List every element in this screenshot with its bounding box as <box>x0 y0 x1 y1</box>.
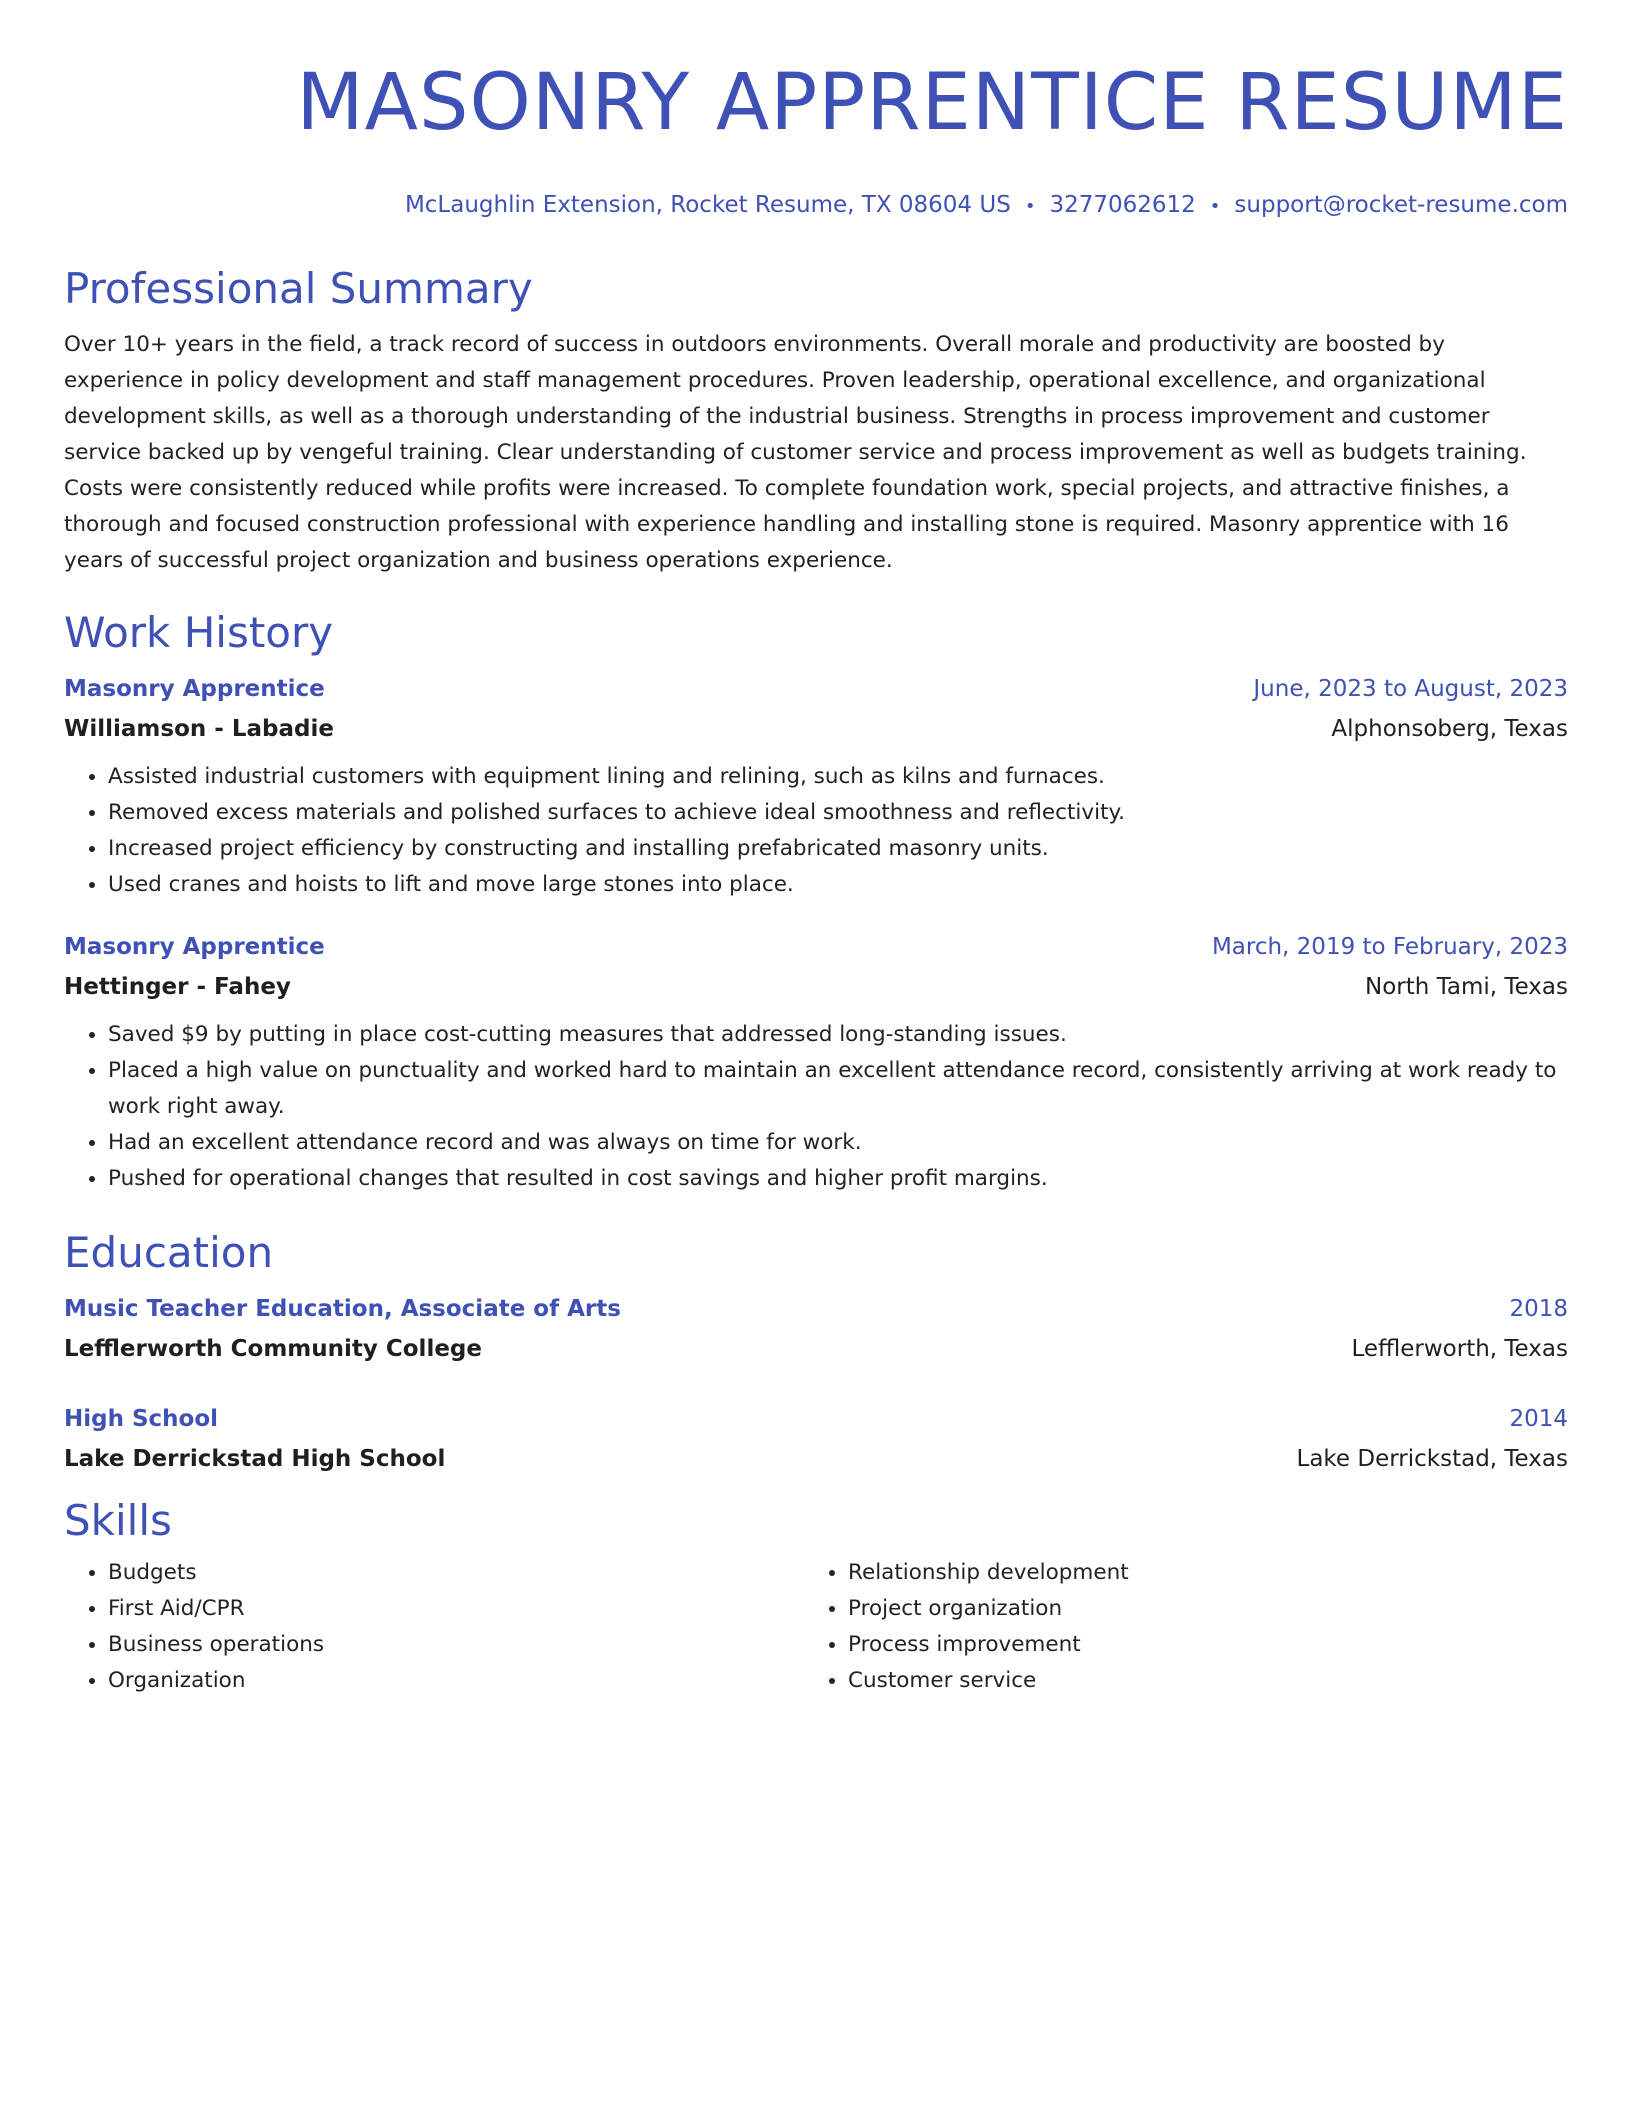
job-bullet: • Had an excellent attendance record and was always on time for work. <box>108 1125 1568 1161</box>
work-history-heading: Work History <box>64 608 334 657</box>
job-bullet: • Saved $9 by putting in place cost-cutting measures that addressed long-standing issues. <box>108 1017 1568 1053</box>
job-title-row <box>64 927 1568 967</box>
education-degree: Music Teacher Education, Associate of Arts <box>64 1296 621 1322</box>
contact-phone: 3277062612 <box>1049 192 1196 218</box>
job-entry <box>64 927 1568 1197</box>
contact-line <box>64 190 1568 222</box>
job-entry <box>64 669 1568 903</box>
resume-title: MASONRY APPRENTICE RESUME <box>296 58 1568 148</box>
job-bullet: • Increased project efficiency by constructing and installing prefabricated masonry units. <box>108 831 1568 867</box>
education-entry <box>64 1289 1568 1369</box>
education-location: Lefflerworth, Texas <box>1351 1336 1568 1362</box>
education-location: Lake Derrickstad, Texas <box>1296 1446 1568 1472</box>
skill-item: • Budgets <box>108 1555 804 1591</box>
job-bullet: • Used cranes and hoists to lift and move large stones into place. <box>108 867 1568 903</box>
job-location: North Tami, Texas <box>1365 974 1568 1000</box>
skill-item: • Project organization <box>848 1591 1544 1627</box>
job-company-row <box>64 709 1568 749</box>
skills-grid <box>64 1555 1568 1699</box>
job-bullet: • Assisted industrial customers with equipment lining and relining, such as kilns and furnaces. <box>108 759 1568 795</box>
education-year: 2014 <box>1509 1406 1568 1432</box>
job-title: Masonry Apprentice <box>64 676 325 702</box>
skill-item: • Relationship development <box>848 1555 1544 1591</box>
job-company-row <box>64 967 1568 1007</box>
summary-text: Over 10+ years in the field, a track record of success in outdoors environments. Overall morale and productivity are boosted by experience in policy development and staff management procedures. Proven leadership, operational excellence, and organizational development skills, as well as a thorough understanding of the industrial business. Strengths in process improvement and customer service backed up by vengeful training. Clear understanding of customer service and process improvement as well as budgets training. Costs were consistently reduced while profits were increased. To complete foundation work, special projects, and attractive finishes, a thorough and focused construction professional with experience handling and installing stone is required. Masonry apprentice with 16 years of successful project organization and business operations experience. <box>64 332 1527 573</box>
education-year: 2018 <box>1509 1296 1568 1322</box>
education-degree-row <box>64 1289 1568 1329</box>
job-company: Hettinger - Fahey <box>64 974 291 1000</box>
job-location: Alphonsoberg, Texas <box>1331 716 1568 742</box>
contact-separator: • <box>1024 196 1036 217</box>
job-bullets <box>64 1017 1568 1197</box>
job-company: Williamson - Labadie <box>64 716 334 742</box>
job-title-row <box>64 669 1568 709</box>
job-dates: June, 2023 to August, 2023 <box>1253 676 1568 702</box>
skills-heading: Skills <box>64 1496 172 1545</box>
skills-column-left <box>64 1555 804 1699</box>
education-school: Lefflerworth Community College <box>64 1336 482 1362</box>
education-school-row <box>64 1439 1568 1479</box>
skills-column-right <box>804 1555 1544 1699</box>
education-school-row <box>64 1329 1568 1369</box>
skill-item: • First Aid/CPR <box>108 1591 804 1627</box>
education-degree-row <box>64 1399 1568 1439</box>
education-entry <box>64 1399 1568 1479</box>
job-bullet: • Pushed for operational changes that resulted in cost savings and higher profit margins. <box>108 1161 1568 1197</box>
skill-item: • Business operations <box>108 1627 804 1663</box>
skill-item: • Customer service <box>848 1663 1544 1699</box>
contact-email[interactable]: support@rocket-resume.com <box>1234 192 1568 218</box>
job-bullets <box>64 759 1568 903</box>
contact-address: McLaughlin Extension, Rocket Resume, TX 08604 US <box>404 192 1011 218</box>
contact-separator: • <box>1209 196 1221 217</box>
skill-item: • Process improvement <box>848 1627 1544 1663</box>
education-degree: High School <box>64 1406 219 1432</box>
skill-item: • Organization <box>108 1663 804 1699</box>
education-heading: Education <box>64 1228 274 1277</box>
job-bullet: • Removed excess materials and polished surfaces to achieve ideal smoothness and reflectivity. <box>108 795 1568 831</box>
job-title: Masonry Apprentice <box>64 934 325 960</box>
job-bullet: • Placed a high value on punctuality and worked hard to maintain an excellent attendance record, consistently arriving at work ready to work right away. <box>108 1053 1568 1125</box>
summary-heading: Professional Summary <box>64 264 533 313</box>
job-dates: March, 2019 to February, 2023 <box>1211 934 1568 960</box>
education-school: Lake Derrickstad High School <box>64 1446 446 1472</box>
